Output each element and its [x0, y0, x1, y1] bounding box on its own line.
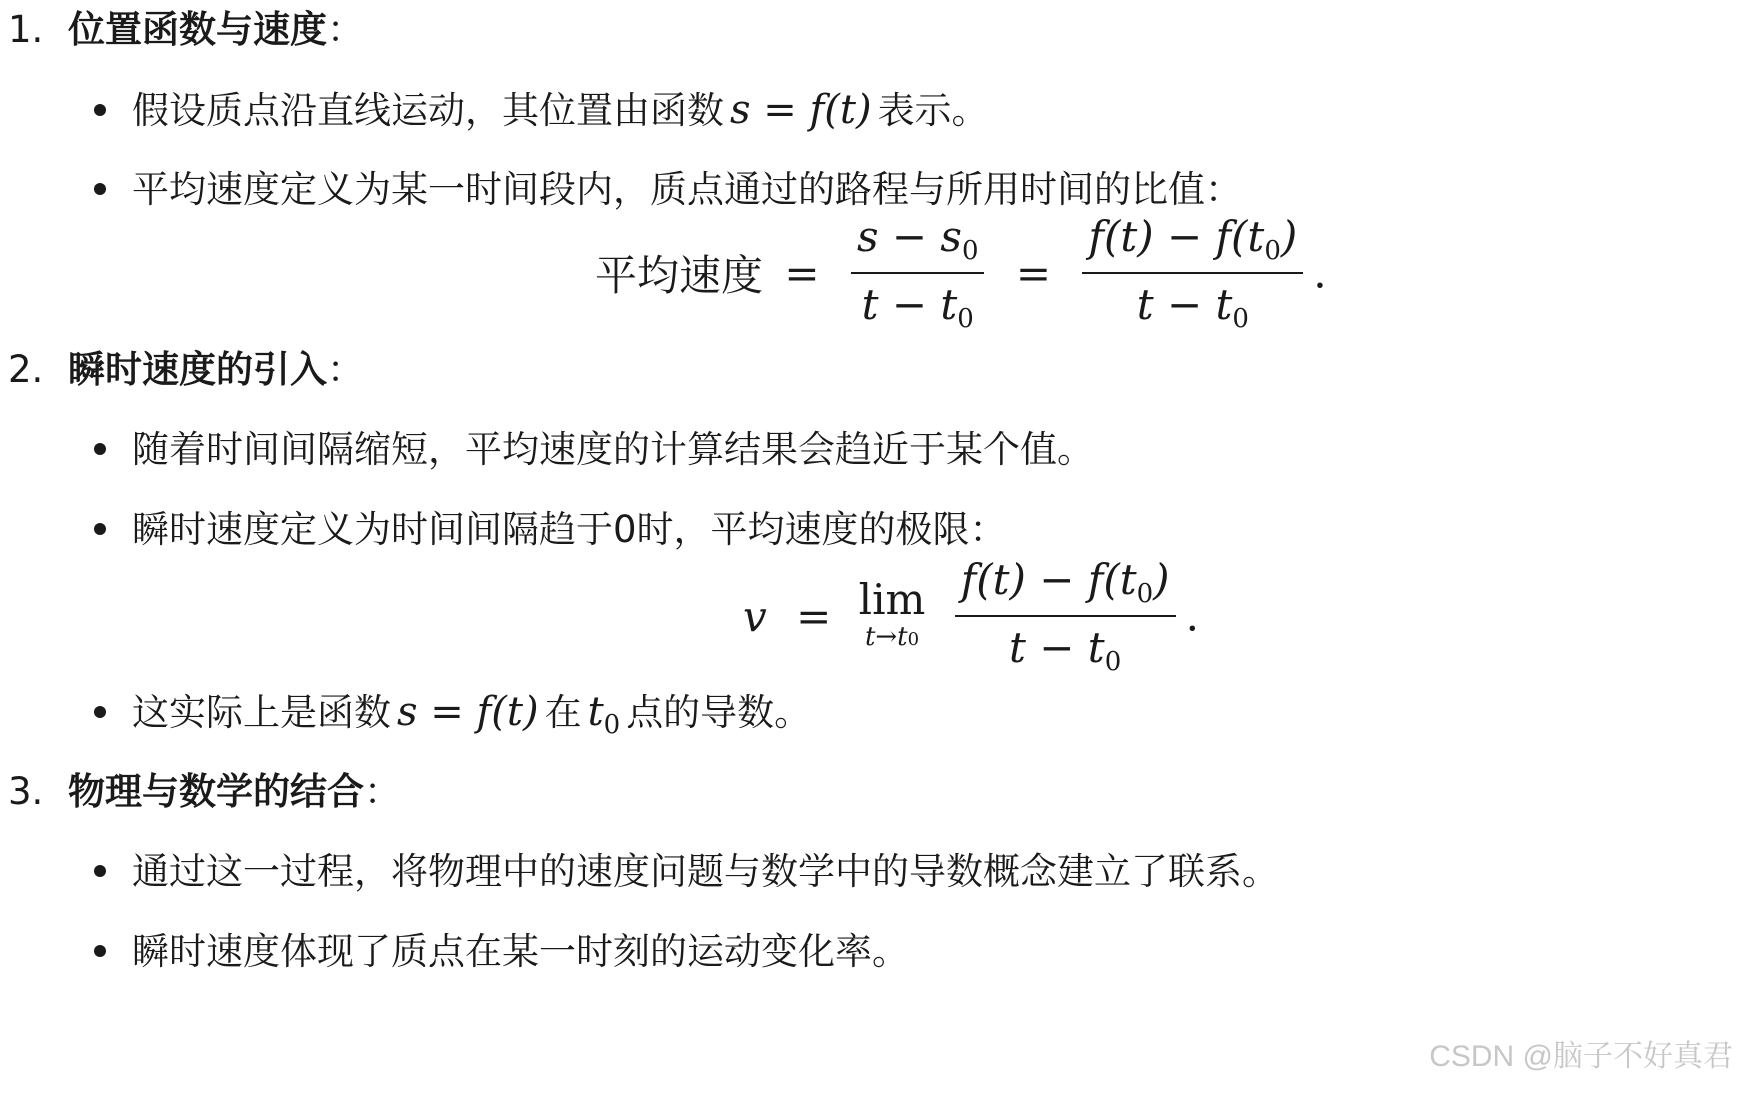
bullet-text: 在	[544, 691, 582, 734]
section-number: 2.	[8, 348, 44, 391]
list-item	[94, 850, 1279, 894]
bullet-text: 平均速度定义为某一时间段内，质点通过的路程与所用时间的比值：	[132, 168, 1242, 211]
section-colon: ：	[327, 348, 364, 391]
numerator-text: )	[1153, 555, 1170, 604]
formula-period: .	[1313, 248, 1327, 298]
list-item	[94, 88, 989, 133]
bullet-text: 这实际上是函数	[132, 691, 391, 734]
bullet-text: 通过这一过程，将物理中的速度问题与数学中的导数概念建立了联系。	[132, 850, 1279, 893]
lim-text: lim	[858, 574, 926, 624]
bullet-dot-icon	[94, 104, 106, 116]
fraction-numerator	[1082, 212, 1303, 274]
bullet-dot-icon	[94, 443, 106, 455]
subscript: 0	[907, 628, 920, 650]
equals-sign: =	[784, 248, 820, 298]
csdn-watermark: CSDN @脑子不好真君	[1429, 1040, 1733, 1073]
formula-lhs: v	[743, 591, 767, 641]
fraction-denominator	[851, 274, 985, 334]
list-item	[94, 428, 1094, 472]
lim-subscript	[859, 622, 926, 655]
list-item	[94, 930, 909, 974]
fraction-denominator	[955, 617, 1176, 677]
average-velocity-formula	[595, 212, 1327, 334]
numerator-text: f(t) − f(t	[960, 555, 1137, 604]
fraction-denominator	[1082, 274, 1303, 334]
lim-under-text: t→t	[864, 621, 908, 652]
subscript: 0	[1232, 304, 1249, 334]
list-item	[94, 508, 1007, 552]
subscript: 0	[957, 304, 974, 334]
numerator-text: )	[1280, 212, 1298, 261]
inline-math: s = f(t)	[730, 87, 872, 133]
inline-math	[582, 689, 627, 740]
equals-sign: =	[796, 591, 832, 641]
bullet-dot-icon	[94, 706, 106, 718]
bullet-text: 瞬时速度定义为时间间隔趋于0时，平均速度的极限：	[132, 508, 1007, 551]
limit-operator	[858, 574, 926, 655]
section-number: 3.	[8, 770, 44, 813]
section-heading-3	[8, 770, 401, 814]
math-var: t	[587, 689, 604, 735]
section-title: 瞬时速度的引入	[68, 348, 327, 391]
section-colon: ：	[364, 770, 401, 813]
numerator-text: s − s	[856, 212, 962, 261]
numerator-text: f(t) − f(t	[1088, 212, 1265, 261]
bullet-text: 瞬时速度体现了质点在某一时刻的运动变化率。	[132, 930, 909, 973]
fraction-difference-quotient	[955, 555, 1176, 677]
bullet-dot-icon	[94, 183, 106, 195]
list-item	[94, 690, 811, 747]
denominator-text: t − t	[1136, 280, 1233, 329]
denominator-text: t − t	[1009, 623, 1105, 672]
fraction-numerator	[955, 555, 1176, 617]
section-colon: ：	[327, 8, 364, 51]
list-item	[94, 168, 1242, 212]
instantaneous-velocity-formula	[735, 555, 1199, 677]
section-number: 1.	[8, 8, 44, 51]
bullet-dot-icon	[94, 865, 106, 877]
bullet-text: 假设质点沿直线运动，其位置由函数	[132, 89, 724, 132]
bullet-dot-icon	[94, 523, 106, 535]
fraction-displacement	[851, 212, 985, 334]
subscript: 0	[1104, 647, 1122, 677]
formula-period: .	[1185, 591, 1199, 641]
subscript: 0	[603, 710, 621, 740]
bullet-text: 随着时间间隔缩短，平均速度的计算结果会趋近于某个值。	[132, 428, 1094, 471]
fraction-numerator	[851, 212, 985, 274]
inline-math: s = f(t)	[397, 689, 539, 735]
section-title: 物理与数学的结合	[68, 770, 364, 813]
section-heading-1	[8, 8, 364, 52]
formula-lhs: 平均速度	[595, 251, 764, 300]
bullet-text: 表示。	[877, 89, 989, 132]
section-title: 位置函数与速度	[68, 8, 327, 51]
subscript: 0	[961, 236, 979, 266]
equals-sign: =	[1015, 248, 1052, 298]
bullet-text: 点的导数。	[626, 691, 812, 734]
subscript: 0	[1264, 236, 1281, 266]
section-heading-2	[8, 348, 364, 392]
denominator-text: t − t	[861, 280, 958, 329]
fraction-function	[1082, 212, 1303, 334]
subscript: 0	[1136, 579, 1154, 609]
bullet-dot-icon	[94, 945, 106, 957]
